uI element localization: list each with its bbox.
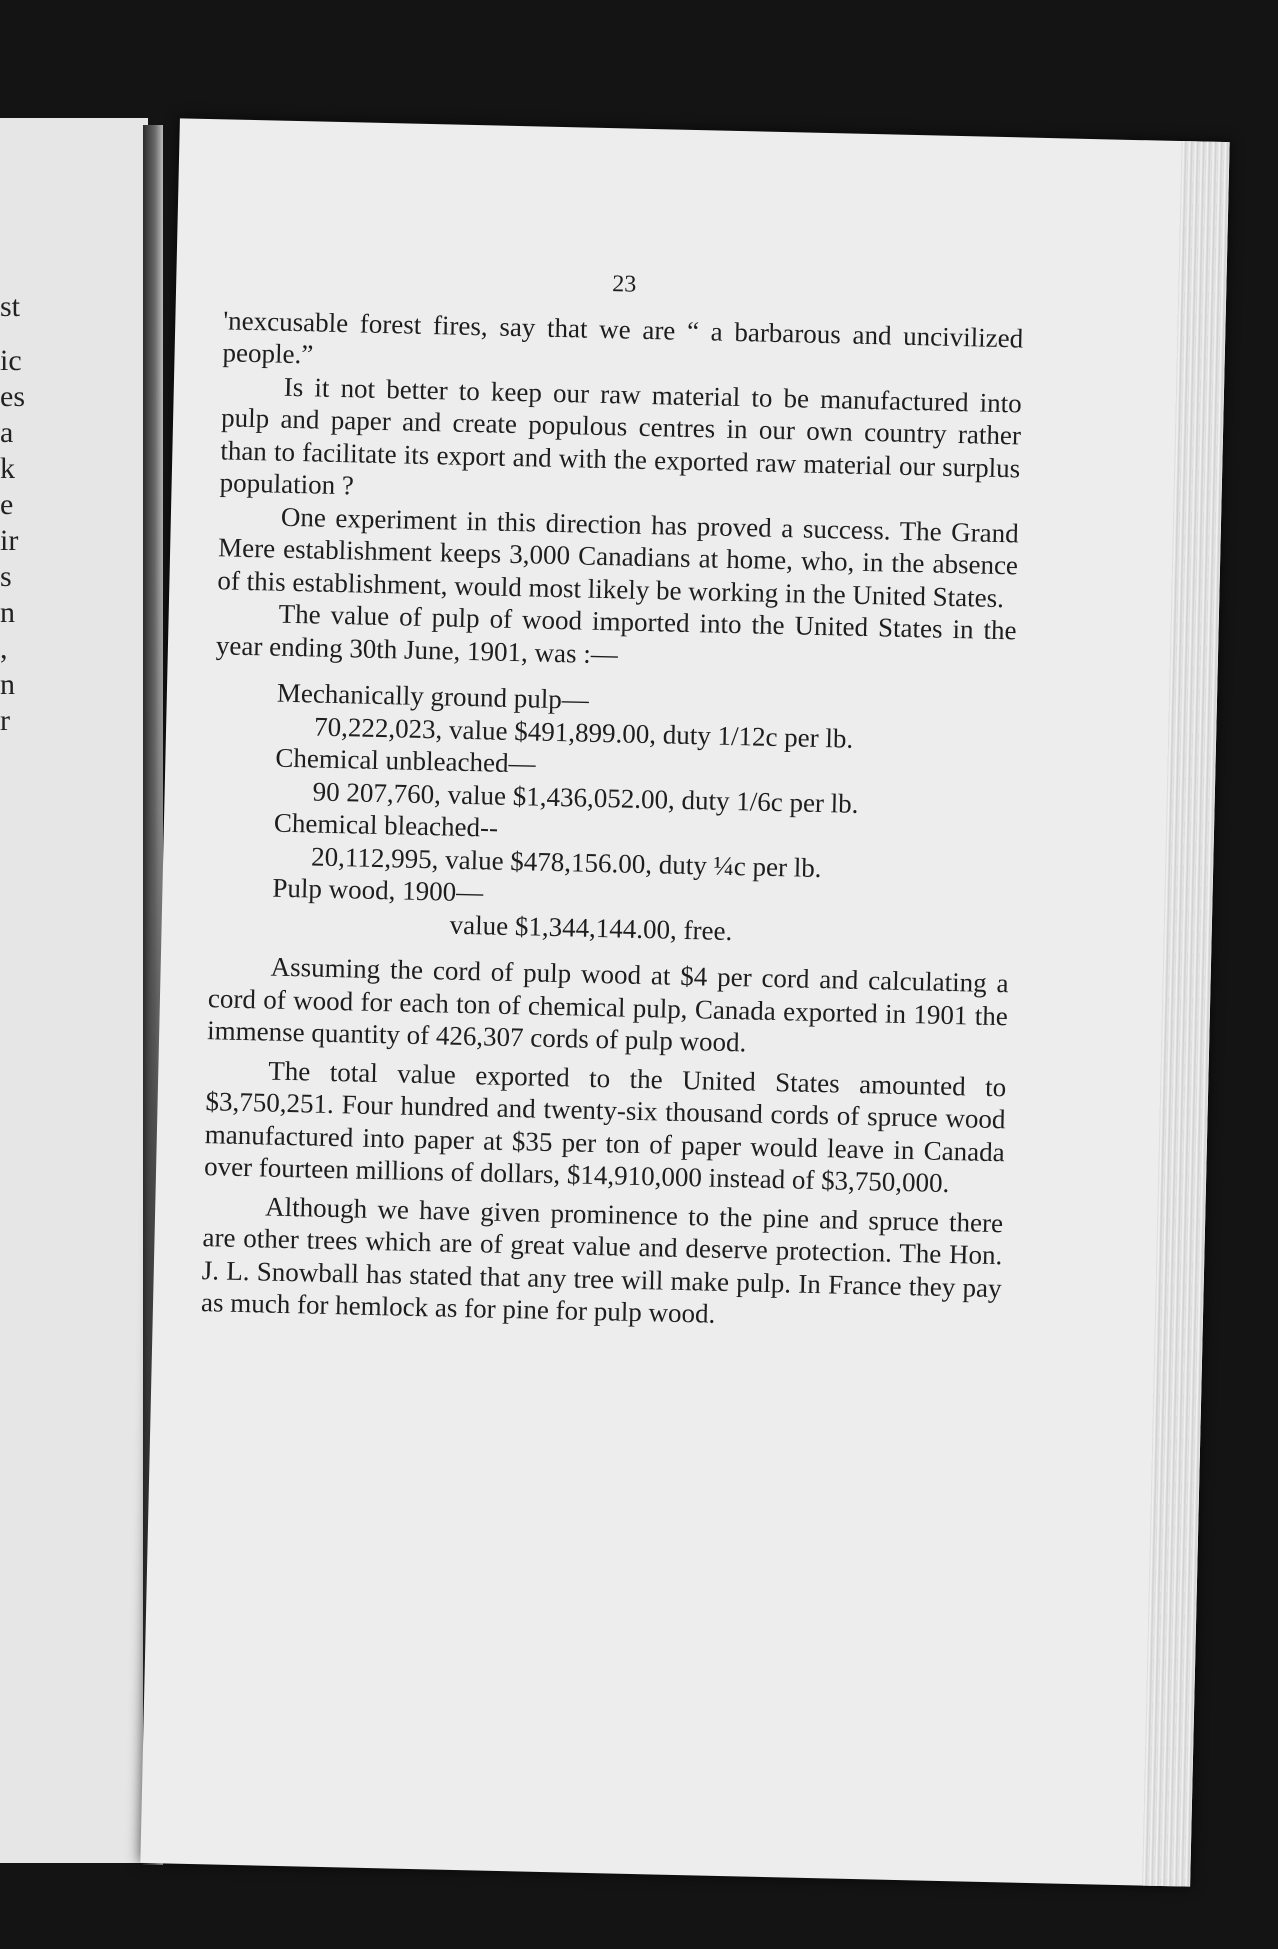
left-fragment: ic [0,344,22,377]
left-page-fragment [0,118,148,1863]
import-label: Chemical unbleached— [275,742,536,779]
paragraph: Is it not better to keep our raw material to be manufactured into pulp and paper and create populous centres in our own country rather than to facilitate its export and with the exported raw material our surplus population ? [219,371,1023,501]
paragraph: The total value exported to the United States amounted to $3,750,251. Four hundred and twenty-six thousand cords of spruce wood manufactured into paper at $35 per ton of paper would leave in Canada over fourteen millions of dollars, $14,910,000 instead of $3,750,000. [203,1055,1007,1199]
import-value: 90 207,760, value $1,436,052.00, duty 1/6c per lb. [312,776,859,819]
left-fragment: st [0,290,21,323]
import-value: 20,112,995, value $478,156.00, duty ¼c per lb. [310,840,822,883]
paragraph: Assuming the cord of pulp wood at $4 per cord and calculating a cord of wood for each ton of chemical pulp, Canada exported in 1901 the immense quantity of 426,307 cords of pulp wood. [206,951,1009,1058]
paragraph: One experiment in this direction has proved a success. The Grand Mere establishment keeps 3,000 Canadians at home, who, in the absence of this establishment, would most likely be working in the United States. [217,501,1020,613]
page-edges [1142,141,1230,1887]
import-value: 70,222,023, value $491,899.00, duty 1/12c per lb. [313,711,854,754]
left-fragment: e [0,488,14,521]
import-value: value $1,344,144.00, free. [449,909,733,946]
import-label: Pulp wood, 1900— [272,872,484,908]
book-page [140,118,1229,1886]
left-fragment: k [0,452,15,485]
left-fragment: a [0,416,14,449]
left-fragment: , [0,632,8,665]
page-number: 23 [611,271,637,298]
left-fragment: r [0,704,10,737]
left-fragment: n [0,668,15,701]
left-fragment: es [0,380,25,413]
paragraph: The value of pulp of wood imported into the United States in the year ending 30th June, 1901, was :— [215,598,1017,669]
import-label: Chemical bleached-- [273,807,499,843]
left-fragment: n [0,596,15,629]
paragraph: Although we have given prominence to the pine and spruce there are other trees which are of great value and deserve protection. The Hon. J. L. Snowball has stated that any tree will make pulp. In France they pay as much for hemlock as for pine for pulp wood. [200,1191,1004,1329]
import-label: Mechanically ground pulp— [276,677,590,715]
page-text [201,259,1025,1336]
left-fragment: s [0,560,12,593]
import-list [209,675,1015,953]
left-fragment: ir [0,524,19,557]
paragraph: 'nexcusable forest fires, say that we are “ a barbarous and uncivilized people.” [222,304,1024,370]
